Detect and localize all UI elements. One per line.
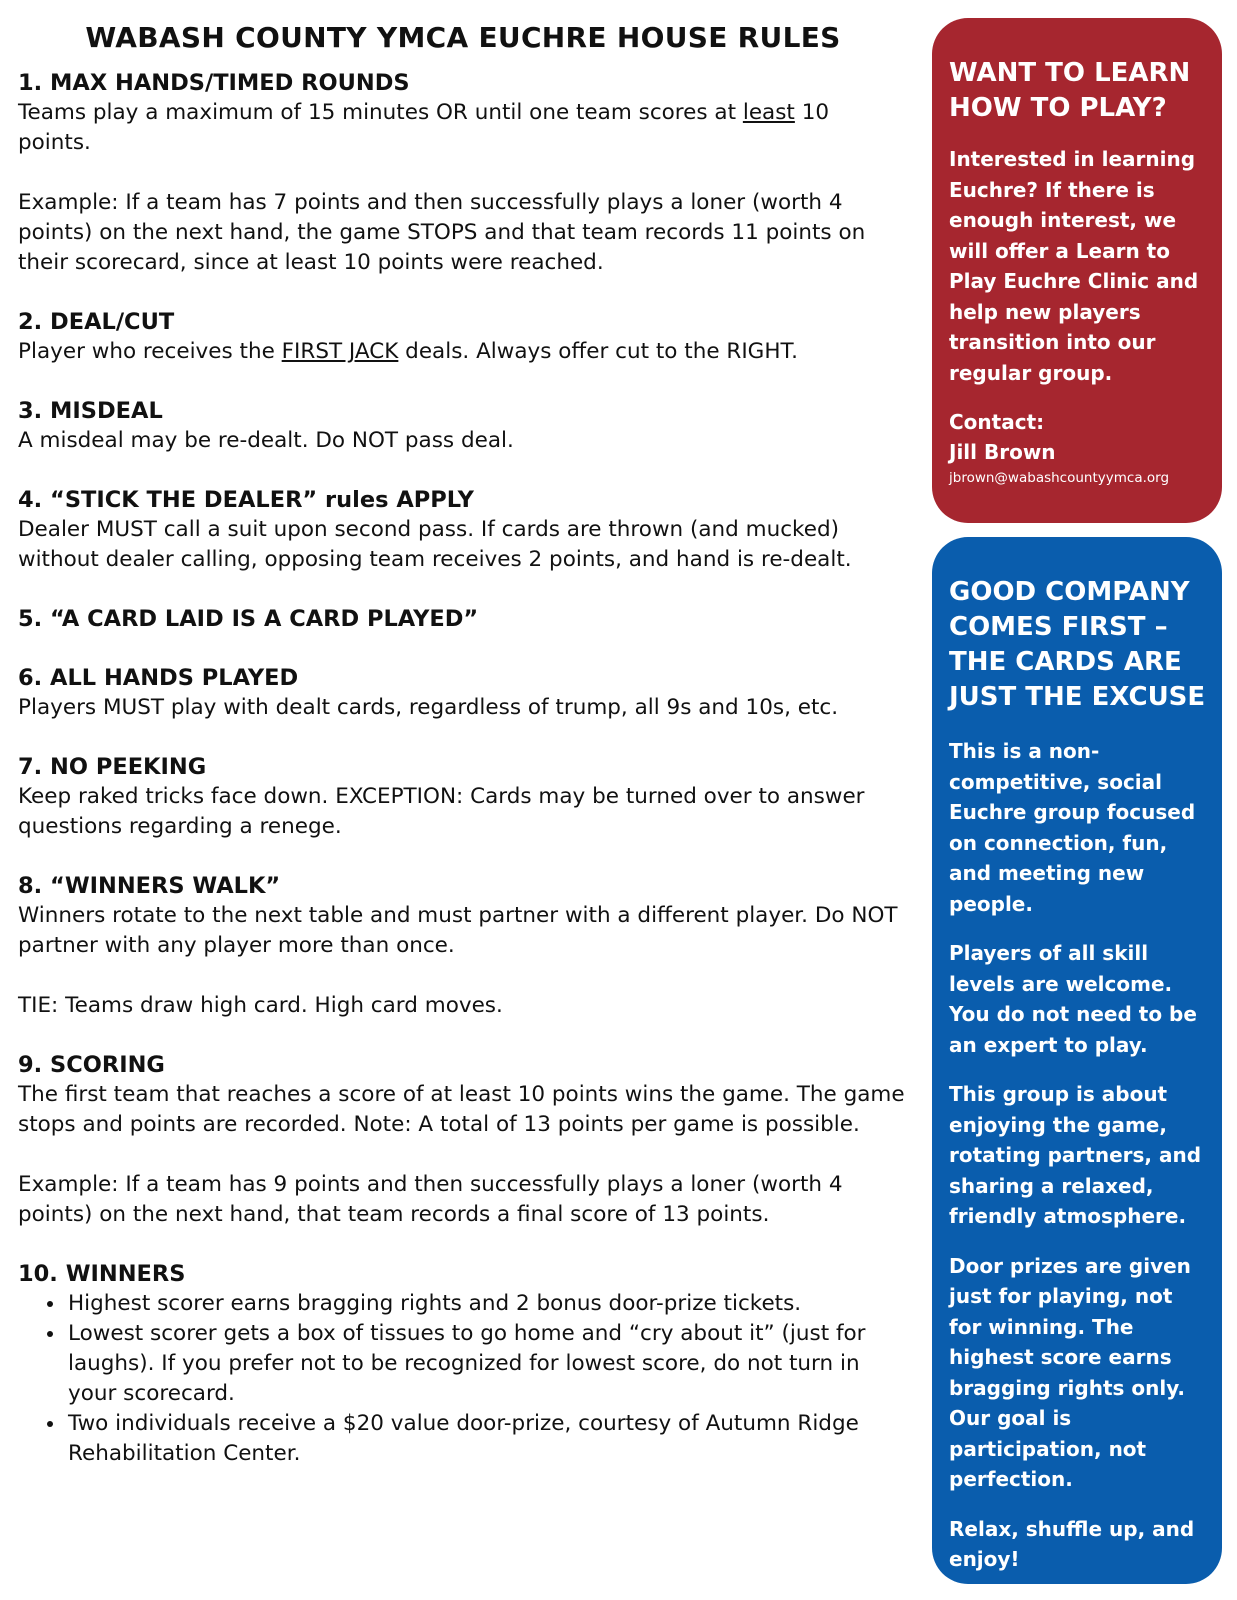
rule-2 — [18, 307, 908, 367]
rule-2-text — [18, 337, 908, 367]
list-item: • Highest scorer earns bragging rights and 2 bonus door-prize tickets. — [66, 1289, 908, 1319]
learn-box-text: Interested in learning Euchre? If there is enough interest, we will offer a Learn to Play Euchre Clinic and help new players transition into our regular group. — [949, 147, 1199, 385]
rule-6-text: Players MUST play with dealt cards, regardless of trump, all 9s and 10s, etc. — [18, 695, 839, 720]
rule-1-text-a: Teams play a maximum of 15 minutes OR until one team scores at — [18, 100, 743, 125]
rule-2-heading: 2. DEAL/CUT — [18, 309, 175, 335]
company-box-paragraph: Door prizes are given just for playing, not for winning. The highest score earns bragging rights only. Our goal is participation, not perfection. — [949, 1253, 1191, 1491]
rule-8-heading: 8. “WINNERS WALK” — [18, 873, 281, 899]
rule-8-text: Winners rotate to the next table and must partner with a different player. Do NOT partner with any player more than once. — [18, 903, 898, 958]
rule-2-text-a: Player who receives the — [18, 339, 282, 364]
rule-9-heading: 9. SCORING — [18, 1052, 165, 1078]
contact-email: jbrown@wabashcountyymca.org — [949, 470, 1170, 486]
rule-5-heading: 5. “A CARD LAID IS A CARD PLAYED” — [18, 606, 479, 632]
rule-3 — [18, 396, 908, 456]
rule-4-text: Dealer MUST call a suit upon second pass. If cards are thrown (and mucked) without dealer calling, opposing team receives 2 points, and hand is re-dealt. — [18, 517, 852, 572]
company-box-paragraph: Players of all skill levels are welcome. You do not need to be an expert to play. — [949, 941, 1197, 1057]
rule-7-text: Keep raked tricks face down. EXCEPTION: Cards may be turned over to answer questions regarding a renege. — [18, 784, 865, 839]
rule-7 — [18, 752, 908, 842]
rule-9-example: Example: If a team has 9 points and then successfully plays a loner (worth 4 points) on the next hand, that team records a final score of 13 points. — [18, 1172, 843, 1227]
company-box-heading: GOOD COMPANY COMES FIRST – THE CARDS ARE JUST THE EXCUSE — [949, 577, 1206, 712]
rule-4 — [18, 485, 908, 575]
rule-10 — [18, 1259, 908, 1469]
learn-to-play-box — [932, 18, 1222, 523]
list-item: • Two individuals receive a $20 value door-prize, courtesy of Autumn Ridge Rehabilitation Center. — [66, 1409, 908, 1469]
rule-6 — [18, 663, 908, 723]
rule-8 — [18, 871, 908, 1021]
rule-9 — [18, 1050, 908, 1230]
rule-6-heading: 6. ALL HANDS PLAYED — [18, 665, 299, 691]
company-box-paragraph: This group is about enjoying the game, rotating partners, and sharing a relaxed, friendly atmosphere. — [949, 1082, 1202, 1228]
rule-7-heading: 7. NO PEEKING — [18, 754, 207, 780]
contact-label: Contact: — [949, 410, 1045, 434]
good-company-box — [932, 537, 1222, 1584]
page-title: WABASH COUNTY YMCA EUCHRE HOUSE RULES — [85, 21, 841, 54]
company-box-paragraph: Relax, shuffle up, and enjoy! — [949, 1516, 1195, 1571]
learn-box-heading: WANT TO LEARN HOW TO PLAY? — [949, 58, 1191, 123]
rule-3-heading: 3. MISDEAL — [18, 398, 163, 424]
winners-list — [18, 1289, 908, 1469]
rule-9-text: The first team that reaches a score of at least 10 points wins the game. The game stops and points are recorded. Note: A total of 13 points per game is possible. — [18, 1082, 905, 1137]
rule-2-text-underlined: FIRST JACK — [281, 339, 399, 364]
rule-10-heading: 10. WINNERS — [18, 1261, 186, 1287]
rule-1-text — [18, 98, 908, 158]
rule-1 — [18, 68, 908, 278]
rule-3-text: A misdeal may be re-dealt. Do NOT pass deal. — [18, 428, 514, 453]
rule-1-example: Example: If a team has 7 points and then successfully plays a loner (worth 4 points) on the next hand, the game STOPS and that team records 11 points on their scorecard, since at least 10 points were reached. — [18, 190, 866, 275]
rule-1-text-b: 10 points. — [18, 100, 830, 155]
list-item: • Lowest scorer gets a box of tissues to go home and “cry about it” (just for laughs). If you prefer not to be recognized for lowest score, do not turn in your scorecard. — [66, 1319, 908, 1409]
rule-5 — [18, 604, 908, 634]
rule-4-heading: 4. “STICK THE DEALER” rules APPLY — [18, 487, 474, 513]
rules-column — [18, 18, 908, 1498]
contact-name: Jill Brown — [949, 440, 1056, 464]
company-box-paragraph: This is a non-competitive, social Euchre group focused on connection, fun, and meeting new people. — [949, 739, 1196, 916]
rule-8-tie: TIE: Teams draw high card. High card moves. — [18, 993, 503, 1018]
rule-1-heading: 1. MAX HANDS/TIMED ROUNDS — [18, 70, 410, 96]
rule-2-text-b: deals. Always offer cut to the RIGHT. — [398, 339, 798, 364]
rule-1-text-underlined: least — [742, 100, 795, 125]
